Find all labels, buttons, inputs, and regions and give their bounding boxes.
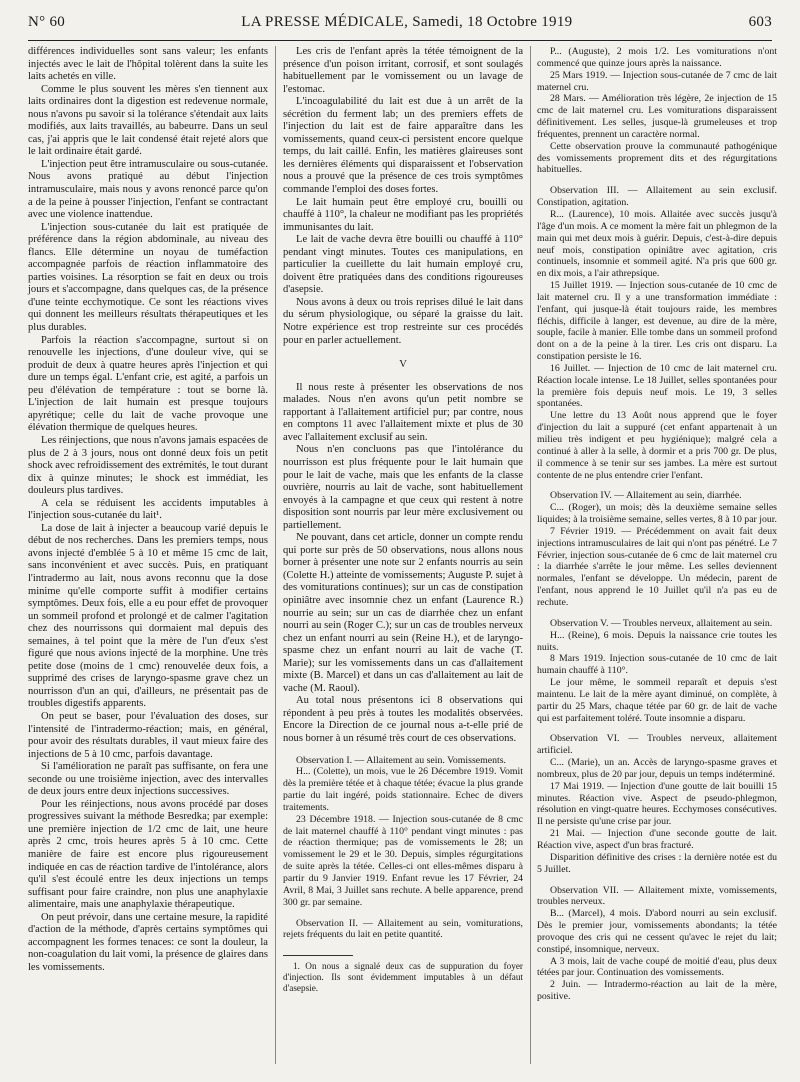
observation-title: Observation IV. — Allaitement au sein, diarrhée. [550, 490, 742, 502]
section-heading: V [399, 359, 407, 371]
paragraph: Parfois la réaction s'accompagne, surtout si on renouvelle les injections, d'une douleur vive, qui se produit de deux à quatre heures après l'injection et qui dure un temps égal. L'enfant crie, est agité, a parfois un peu d'élévation de température : tout se borne là. L'injection de lait humain est presque toujours apyrétique; celle du lait de vache provoque une élévation thermique de quelques heures. [28, 334, 268, 434]
journal-title: LA PRESSE MÉDICALE, Samedi, 18 Octobre 1919 [241, 14, 573, 30]
observation-title: Observation V. — Troubles nerveux, allaitement au sein. [550, 617, 773, 629]
paragraph: Si l'amélioration ne paraît pas suffisante, on fera une seconde ou une troisième injection, avec des intervalles de deux jours entre deux injections successives. [28, 761, 268, 798]
observation-text: 16 Juillet. — Injection de 10 cmc de lait maternel cru. Réaction locale intense. Le 18 Juillet, selles spontanées pour la première fois depuis neuf mois. Le 19, 3 selles spontanées. [537, 362, 777, 410]
paragraph: On peut prévoir, dans une certaine mesure, la rapidité d'action de la méthode, d'après certains symptômes qui accompagnent les formes tenaces: ce sont la douleur, la non-coagulation du lait vomi, la présence de glaires dans les vomissements. [28, 911, 268, 973]
observation-text: 2 Juin. — Intradermo-réaction au lait de la mère, positive. [537, 979, 777, 1003]
paragraph: Comme le plus souvent les mères s'en tiennent aux laits ordinaires dont la digestion est redevenue normale, nous n'avons pu savoir si la tolérance s'étendait aux laits modifiés, aux laits travaillés, au babeurre. Dans un seul cas, j'ai appris que le lait condensé était rejeté alors que le lait ordinaire était gardé. [28, 83, 268, 158]
paragraph: différences individuelles sont sans valeur; les enfants injectés avec le lait de l'hôpital tolèrent dans la suite les laits achetés en ville. [28, 46, 268, 83]
observation-title: Observation VII. — Allaitement mixte, vomissements, troubles nerveux. [537, 884, 777, 908]
observation-text: A 3 mois, lait de vache coupé de moitié d'eau, plus deux tétées par jour. Continuation des vomissements. [537, 955, 777, 979]
observation-text: 8 Mars 1919. Injection sous-cutanée de 10 cmc de lait humain chauffé à 110°. [537, 653, 777, 677]
paragraph: Les réinjections, que nous n'avons jamais espacées de plus de 2 à 3 jours, nous ont donné deux fois un petit shock avec refroidissement des extrémités, le tout durant dix à quinze minutes; le shock est immédiat, les douleurs plus tardives. [28, 434, 268, 497]
observation-title: Observation III. — Allaitement au sein exclusif. Constipation, agitation. [537, 185, 777, 209]
column-2 [283, 46, 523, 994]
column-1 [28, 46, 268, 974]
observation-text: 7 Février 1919. — Précédemment on avait fait deux injections intramusculaires de lait qui n'ont pas pénétré. Le 7 Février, injection sous-cutanée de 6 cmc de lait maternel cru : la diarrhée s'arrête le jour même. Les selles deviennent normales, l'enfant se développe. Un médecin, parent de l'enfant, nous apprend le 10 Juillet qu'il n'a pas eu de rechute. [537, 525, 777, 608]
paragraph: Ne pouvant, dans cet article, donner un compte rendu qui porte sur près de 50 observations, nous allons nous borner à présenter une note sur 2 enfants nourris au sein (Colette H.) atteinte de vomissements; Auguste P. sujet à des vomiturations continues); sur un cas de constipation opiniâtre avec insomnie chez un enfant (Laurence R.) nourrie au sein; sur un cas de diarrhée chez un enfant nourri au sein (Roger C.); sur un cas de troubles nerveux chez un enfant nourri au sein (Reine H.), et de laryngo-spasme chez un enfant nourri au lait de vache (T. Marie); sur les vomissements dans un cas d'allaitement mixte (B. Marcel) et dans un cas d'allaitement au lait de vache (M. Raoul). [283, 532, 523, 694]
observation-2-title-block [283, 918, 523, 942]
observation-text: H... (Colette), un mois, vue le 26 Décembre 1919. Vomit dès la première tétée et à chaque tétée; évacue la plus grande partie du lait ingéré, poids stationnaire. Echec de divers traitements. [283, 766, 523, 813]
observation-text: P... (Auguste), 2 mois 1/2. Les vomiturations n'ont commencé que quinze jours après la naissance. [537, 46, 777, 69]
observation-title: Observation I. — Allaitement au sein. Vomissements. [296, 754, 506, 766]
observation-text: Une lettre du 13 Août nous apprend que le foyer d'injection du lait a suppuré (cet enfant appartenait à un milieu très indigent et peu hygiénique); malgré cela a continué à aller à la selle, à dormir et a pris 700 gr. De plus, il commence à se tenir sur ses jambes. La mère est surtout contente de ne plus entendre crier l'enfant. [537, 410, 777, 481]
running-header [28, 14, 772, 38]
observation-text: C... (Marie), un an. Accès de laryngo-spasme graves et nombreux, plus de 20 par jour, depuis un temps indéterminé. [537, 757, 777, 780]
page-number: 603 [748, 14, 772, 30]
observation-text: 25 Mars 1919. — Injection sous-cutanée de 7 cmc de lait maternel cru. [537, 69, 777, 93]
observation-text: Le jour même, le sommeil reparaît et depuis s'est maintenu. Le lait de la mère ayant diminué, on complète, à partir du 25 Mars, chaque tétée par 60 gr. de lait de vache qui est parfaitement toléré. Toute insomnie a disparu. [537, 677, 777, 724]
observation-text: 23 Décembre 1918. — Injection sous-cutanée de 8 cmc de lait maternel chauffé à 110° pendant vingt minutes : pas de réaction thermique; pas de vomissements le 28; un vomissement le 29 et le 30. Depuis, simples régurgitations de suite après la tétée. Celles-ci ont elles-mêmes disparu à partir du 9 Janvier 1919. Enfant revue les 17 Février, 24 Avril, 8 Mai, 3 Juillet sans rechute. A belle apparence, prend 300 gr. par semaine. [283, 813, 523, 908]
paragraph: L'injection sous-cutanée du lait est pratiquée de préférence dans la région abdominale, au niveau des flancs. Elle détermine un noyau de tuméfaction accompagnée parfois de réaction inflammatoire des parties voisines. La résorption se fait en deux ou trois jours et s'accompagne, dans quelques cas, de la présence d'une teinte ecchymotique. Ce sont les réactions vives qui donnent les meilleurs résultats thérapeutiques et les plus durables. [28, 221, 268, 334]
observation-1 [283, 755, 523, 909]
observation-text: Disparition définitive des crises : la dernière notée est du 5 Juillet. [537, 851, 777, 875]
paragraph: Nous avons à deux ou trois reprises dilué le lait dans du sérum physiologique, ou séparé la graisse du lait. Notre expérience est trop restreinte sur ces procédés pour en parler actuellement. [283, 296, 523, 346]
paragraph: A cela se réduisent les accidents imputables à l'injection sous-cutanée du lait¹. [28, 497, 268, 522]
column-divider [275, 46, 276, 1064]
paragraph: On peut se baser, pour l'évaluation des doses, sur l'intensité de l'intradermo-réaction; mais, en général, pour avoir des résultats durables, il vaut mieux faire des injections de 5 à 10 cmc, parfois davantage. [28, 710, 268, 760]
issue-number: N° 60 [28, 14, 66, 30]
paragraph: L'incoagulabilité du lait est due à un arrêt de la sécrétion du ferment lab; un des premiers effets de l'injection du lait est de faire apparaître dans les vomissements, quand ceux-ci persistent encore quelque temps, du lait caillé. Enfin, les matières glaireuses sont les dernières éléments qui disparaissent et l'observation nous a prouvé que la présence de ces trois symptômes commande l'emploi des doses fortes. [283, 96, 523, 196]
paragraph: Au total nous présentons ici 8 observations qui répondent à peu près à toutes les modalités observées. Encore la Direction de ce journal nous a-t-elle prié de nous borner à un résumé très court de ces observations. [283, 695, 523, 744]
paragraph: Le lait humain peut être employé cru, bouilli ou chauffé à 110°, la chaleur ne modifiant pas les propriétés immunisantes du lait. [283, 196, 523, 233]
observation-text: 15 Juillet 1919. — Injection sous-cutanée de 10 cmc de lait maternel cru. Il y a une transformation immédiate : l'enfant, qui jusque-là était toujours raide, les membres fléchis, difficile à langer, est devenue, au dire de la mère, souple, facile à manier. Elle tombe dans un sommeil profond dont on a de la peine à la tirer. Les cris ont disparu. La constipation persiste le 16. [537, 280, 777, 363]
paragraph: Nous n'en concluons pas que l'intolérance du nourrisson est plus fréquente pour le lait humain que pour le lait de vache, mais que les enfants de la classe ouvrière, nourris au lait de vache, sont habituellement envoyés à la campagne et que ceux qui restent à notre disposition sont nourris par leur mère exclusivement ou partiellement. [283, 444, 523, 531]
paragraph: Pour les réinjections, nous avons procédé par doses progressives suivant la méthode Besredka; par exemple: une première injection de 1/2 cmc de lait, une heure après 2 cmc, trois heures après 5 à 10 cmc. Cette manière de faire est encore plus rigoureusement indiquée en cas de réaction tardive de l'intolérance, alors qu'il s'est écoulé entre les deux injections un temps suffisant pour faire craindre, non plus une anaphylaxie alimentaire, mais une anaphylaxie thérapeutique. [28, 798, 268, 911]
observation-text: H... (Reine), 6 mois. Depuis la naissance crie toutes les nuits. [537, 629, 777, 653]
footnote: 1. On nous a signalé deux cas de suppuration du foyer d'injection. Ils sont évidemment imputables à un défaut d'asepsie. [283, 961, 523, 994]
observation-text: 17 Mai 1919. — Injection d'une goutte de lait bouilli 15 minutes. Réaction vive. Aspect de pseudo-phlegmon, résolution en vingt-quatre heures. Ecchymoses consécutives. Il ne persiste qu'une crise par jour. [537, 780, 777, 828]
column-3 [537, 46, 777, 1003]
observation-text: B... (Marcel), 4 mois. D'abord nourri au sein exclusif. Dès le premier jour, vomissements abondants; la tétée provoque des cris qui ne cessent qu'avec le rejet du lait; constipé, insomnique, nerveux. [537, 908, 777, 955]
paragraph: L'injection peut être intramusculaire ou sous-cutanée. Nous avons pratiqué au début l'injection intramusculaire, mais nous y avons renoncé parce qu'on a de la peine à pousser l'injection, l'enfant se contractant avec une violence inattendue. [28, 158, 268, 221]
footnote-rule [283, 955, 353, 956]
observation-title: Observation II. — Allaitement au sein, vomiturations, rejets fréquents du lait en petite quantité. [283, 917, 523, 941]
observation-text: 21 Mai. — Injection d'une seconde goutte de lait. Réaction vive, aspect d'un bras fracturé. [537, 828, 777, 851]
paragraph: Il nous reste à présenter les observations de nos malades. Nous n'en avons qu'un petit nombre se rapportant à l'allaitement artificiel pur; par contre, nous en comptons 11 avec l'allaitement mixte et plus de 30 avec l'allaitement exclusif au sein. [283, 381, 523, 443]
observation-text: 28 Mars. — Amélioration très légère, 2e injection de 15 cmc de lait maternel cru. Les vomiturations disparaissent définitivement. Les selles, jusque-là grumeleuses et trop fréquentes, prennent un caractère normal. [537, 93, 777, 140]
observation-text: C... (Roger), un mois; dès la deuxième semaine selles liquides; à la troisième semaine, selles vertes, 8 à 10 par jour. [537, 502, 777, 526]
column-divider [530, 46, 531, 1064]
header-rule [28, 40, 772, 41]
paragraph: Le lait de vache devra être bouilli ou chauffé à 110° pendant vingt minutes. Toutes ces manipulations, en particulier la cueillette du lait humain employé cru, doivent être pratiquées dans des conditions rigoureuses d'asepsie. [283, 234, 523, 296]
observation-text: Cette observation prouve la communauté pathogénique des vomissements proprement dits et des régurgitations habituelles. [537, 140, 777, 176]
paragraph: La dose de lait à injecter a beaucoup varié depuis le début de nos recherches. Dans les premiers temps, nous avons injecté d'emblée 5 à 10 et même 15 cmc de lait, sans inconvénient et avec succès. Puis, en pratiquant l'intradermo au lait, nous avons reconnu que la dose minime qu'elle comporte suffit à modifier certains symptômes. Deux fois, elle a eu pour effet de provoquer un sommeil profond et prolongé et de calmer l'agitation chez des nourrissons qui dormaient mal depuis des semaines, à tel point que la mère de l'un d'eux s'est figuré que nous avions injecté de la morphine. Une très petite dose (moins de 1 cmc) renouvelée deux fois, a supprimé des crises de laryngo-spasme grave chez un nourrisson d'un an qui, d'ailleurs, ne présentait pas de troubles digestifs apparents. [28, 522, 268, 710]
paragraph: Les cris de l'enfant après la tétée témoignent de la présence d'un poison irritant, corrosif, et sont soulagés habituellement par le vomissement ou un lavage de l'estomac. [283, 46, 523, 95]
observation-text: R... (Laurence), 10 mois. Allaitée avec succès jusqu'à l'âge d'un mois. A ce moment la mère fait un phlegmon de la main qui met deux mois à guérir. Depuis, c'est-à-dire depuis neuf mois, constipation opiniâtre avec agitation, cris continuels, insomnie et sommeil agité. N'a pris que 600 gr. en dix mois, a l'air athrepsique. [537, 208, 777, 280]
observation-title: Observation VI. — Troubles nerveux, allaitement artificiel. [537, 733, 777, 757]
